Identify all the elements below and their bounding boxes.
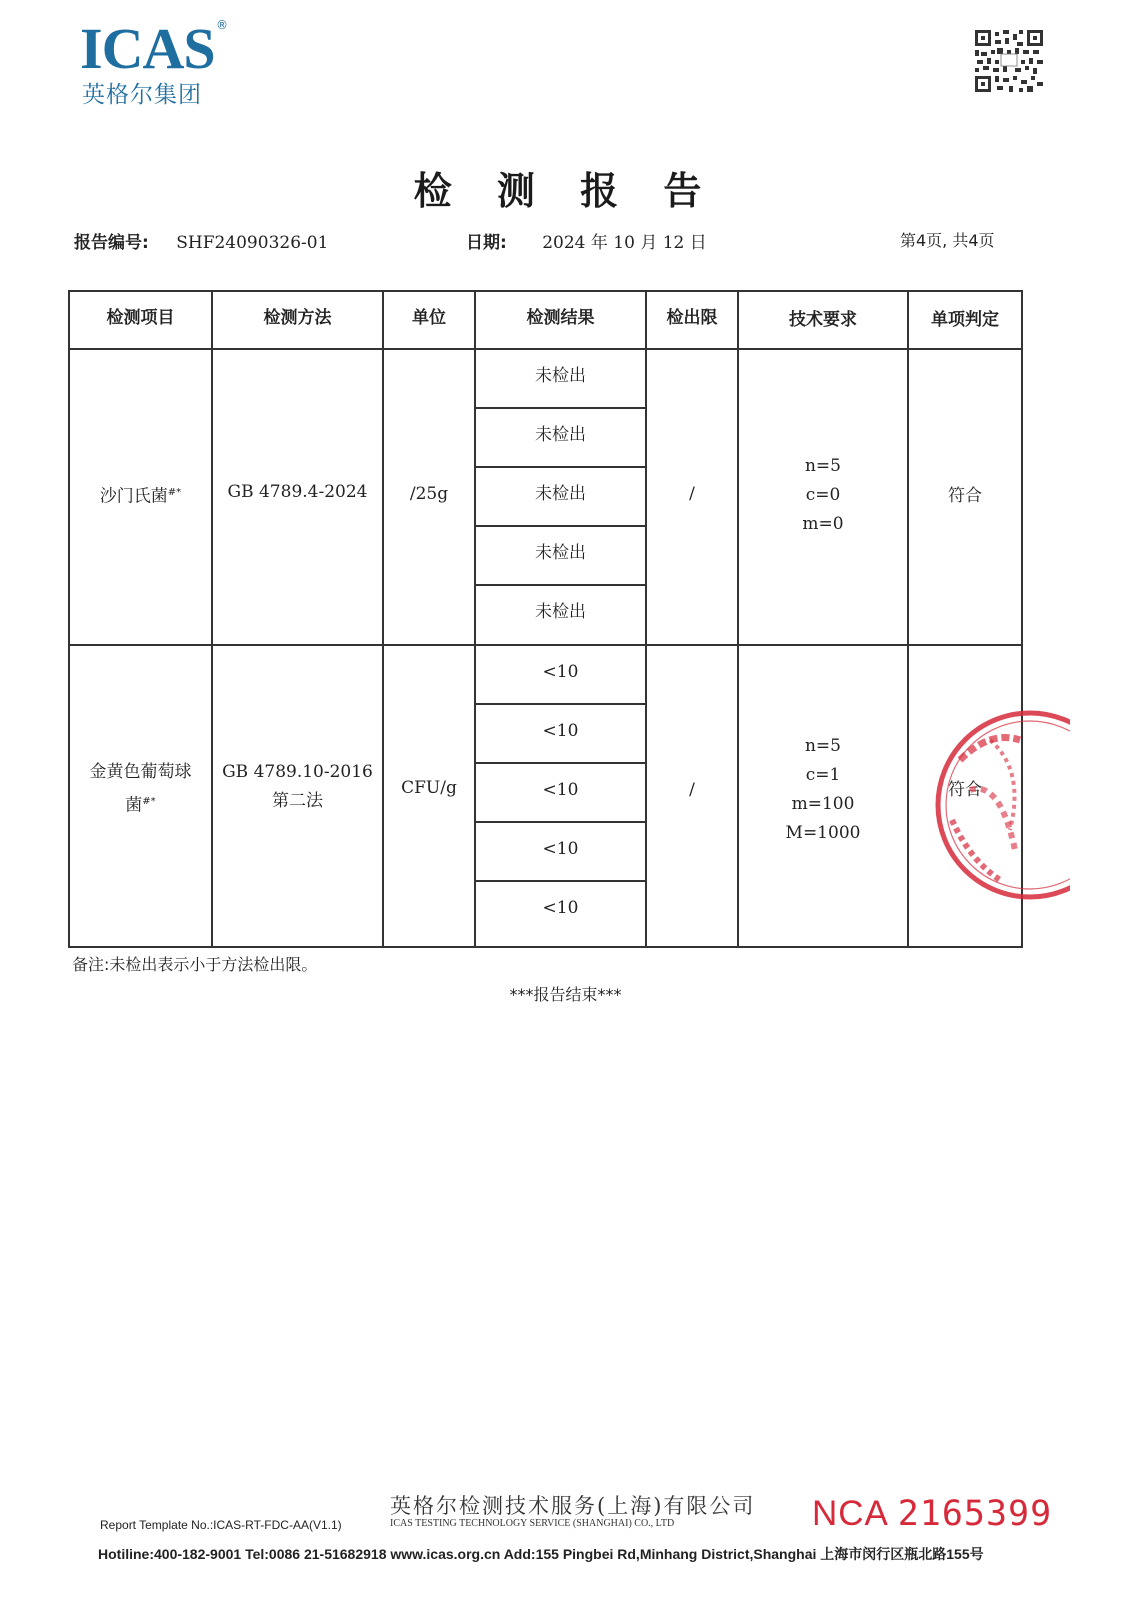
item-superscript: #* <box>167 487 182 498</box>
header-unit: 单位 <box>412 308 446 328</box>
method-line: GB 4789.10-2016 <box>222 762 373 782</box>
page-indicator: 第4页, 共4页 <box>900 231 995 250</box>
table-note: 备注:未检出表示小于方法检出限。 <box>72 955 318 974</box>
result-cell: 未检出 <box>535 484 586 504</box>
footer-company-cn: 英格尔检测技术服务(上海)有限公司 <box>390 1494 756 1518</box>
table-row-unit: CFU/g <box>401 778 457 798</box>
result-cell: <10 <box>542 721 579 741</box>
table-row-item <box>70 758 211 821</box>
result-cell: <10 <box>542 839 579 859</box>
header-requirement: 技术要求 <box>789 310 857 330</box>
qr-code-icon <box>975 30 1043 92</box>
report-number-label: 报告编号: <box>74 233 149 253</box>
table-row-requirement <box>739 452 907 539</box>
header-method: 检测方法 <box>263 308 332 328</box>
item-name: 金黄色葡萄球 <box>89 762 192 782</box>
footer-company-en: ICAS TESTING TECHNOLOGY SERVICE (SHANGHAI) CO., LTD <box>390 1518 675 1529</box>
result-cell: 未检出 <box>535 425 586 445</box>
method-line2: 第二法 <box>272 791 323 811</box>
result-cell: <10 <box>542 662 579 682</box>
results-table <box>68 290 1023 950</box>
report-date-label: 日期: <box>466 233 507 253</box>
table-row-item <box>70 478 211 512</box>
nca-number: 2165399 <box>897 1494 1053 1534</box>
logo-chinese-name: 英格尔集团 <box>82 82 202 108</box>
table-row-unit: /25g <box>409 484 449 504</box>
table-row-judgement: 符合 <box>948 486 982 506</box>
header-item: 检测项目 <box>106 308 175 328</box>
company-seal-stamp <box>930 700 1070 910</box>
table-row-limit: / <box>689 484 695 504</box>
footer-template-number: Report Template No.:ICAS-RT-FDC-AA(V1.1) <box>100 1518 342 1532</box>
header-judgement: 单项判定 <box>931 310 999 330</box>
report-end-mark: ***报告结束*** <box>509 985 622 1004</box>
report-date-row <box>466 228 707 253</box>
table-row-limit: / <box>689 780 695 800</box>
nca-serial <box>812 1494 1052 1534</box>
table-row-method <box>213 758 382 816</box>
logo-text: ICAS <box>80 16 215 81</box>
company-logo <box>80 18 240 108</box>
requirement-line: n=5 <box>804 456 841 476</box>
requirement-line: m=0 <box>802 514 844 534</box>
requirement-line: m=100 <box>791 794 855 814</box>
requirement-line: c=1 <box>805 765 841 785</box>
header-detection-limit: 检出限 <box>666 308 718 328</box>
nca-prefix: NCA <box>812 1494 887 1533</box>
result-cell: 未检出 <box>535 602 586 622</box>
requirement-line: n=5 <box>804 736 841 756</box>
report-number-row <box>74 228 328 253</box>
item-name: 沙门氏菌 <box>99 486 168 507</box>
table-row-judgement: 符合 <box>948 780 982 800</box>
report-number: SHF24090326-01 <box>176 233 329 253</box>
report-date: 2024 年 10 月 12 日 <box>542 233 707 253</box>
logo-registered-mark: ® <box>216 18 228 32</box>
table-row-requirement <box>739 732 907 848</box>
result-cell: <10 <box>542 780 579 800</box>
requirement-line: c=0 <box>805 485 841 505</box>
requirement-line: M=1000 <box>785 823 861 843</box>
header-result: 检测结果 <box>526 308 595 328</box>
result-cell: <10 <box>542 898 579 918</box>
result-cell: 未检出 <box>535 366 586 386</box>
report-title: 检 测 报 告 <box>413 169 718 213</box>
item-superscript: #* <box>142 796 156 807</box>
footer-contact-line: Hotiline:400-182-9001 Tel:0086 21-51682918 www.icas.org.cn Add:155 Pingbei Rd,Minhang District,Shanghai 上海市闵行区瓶北路155号 <box>98 1546 984 1562</box>
result-cell: 未检出 <box>535 543 586 563</box>
table-row-method: GB 4789.4-2024 <box>227 482 368 502</box>
item-name-line2: 菌 <box>125 795 143 816</box>
